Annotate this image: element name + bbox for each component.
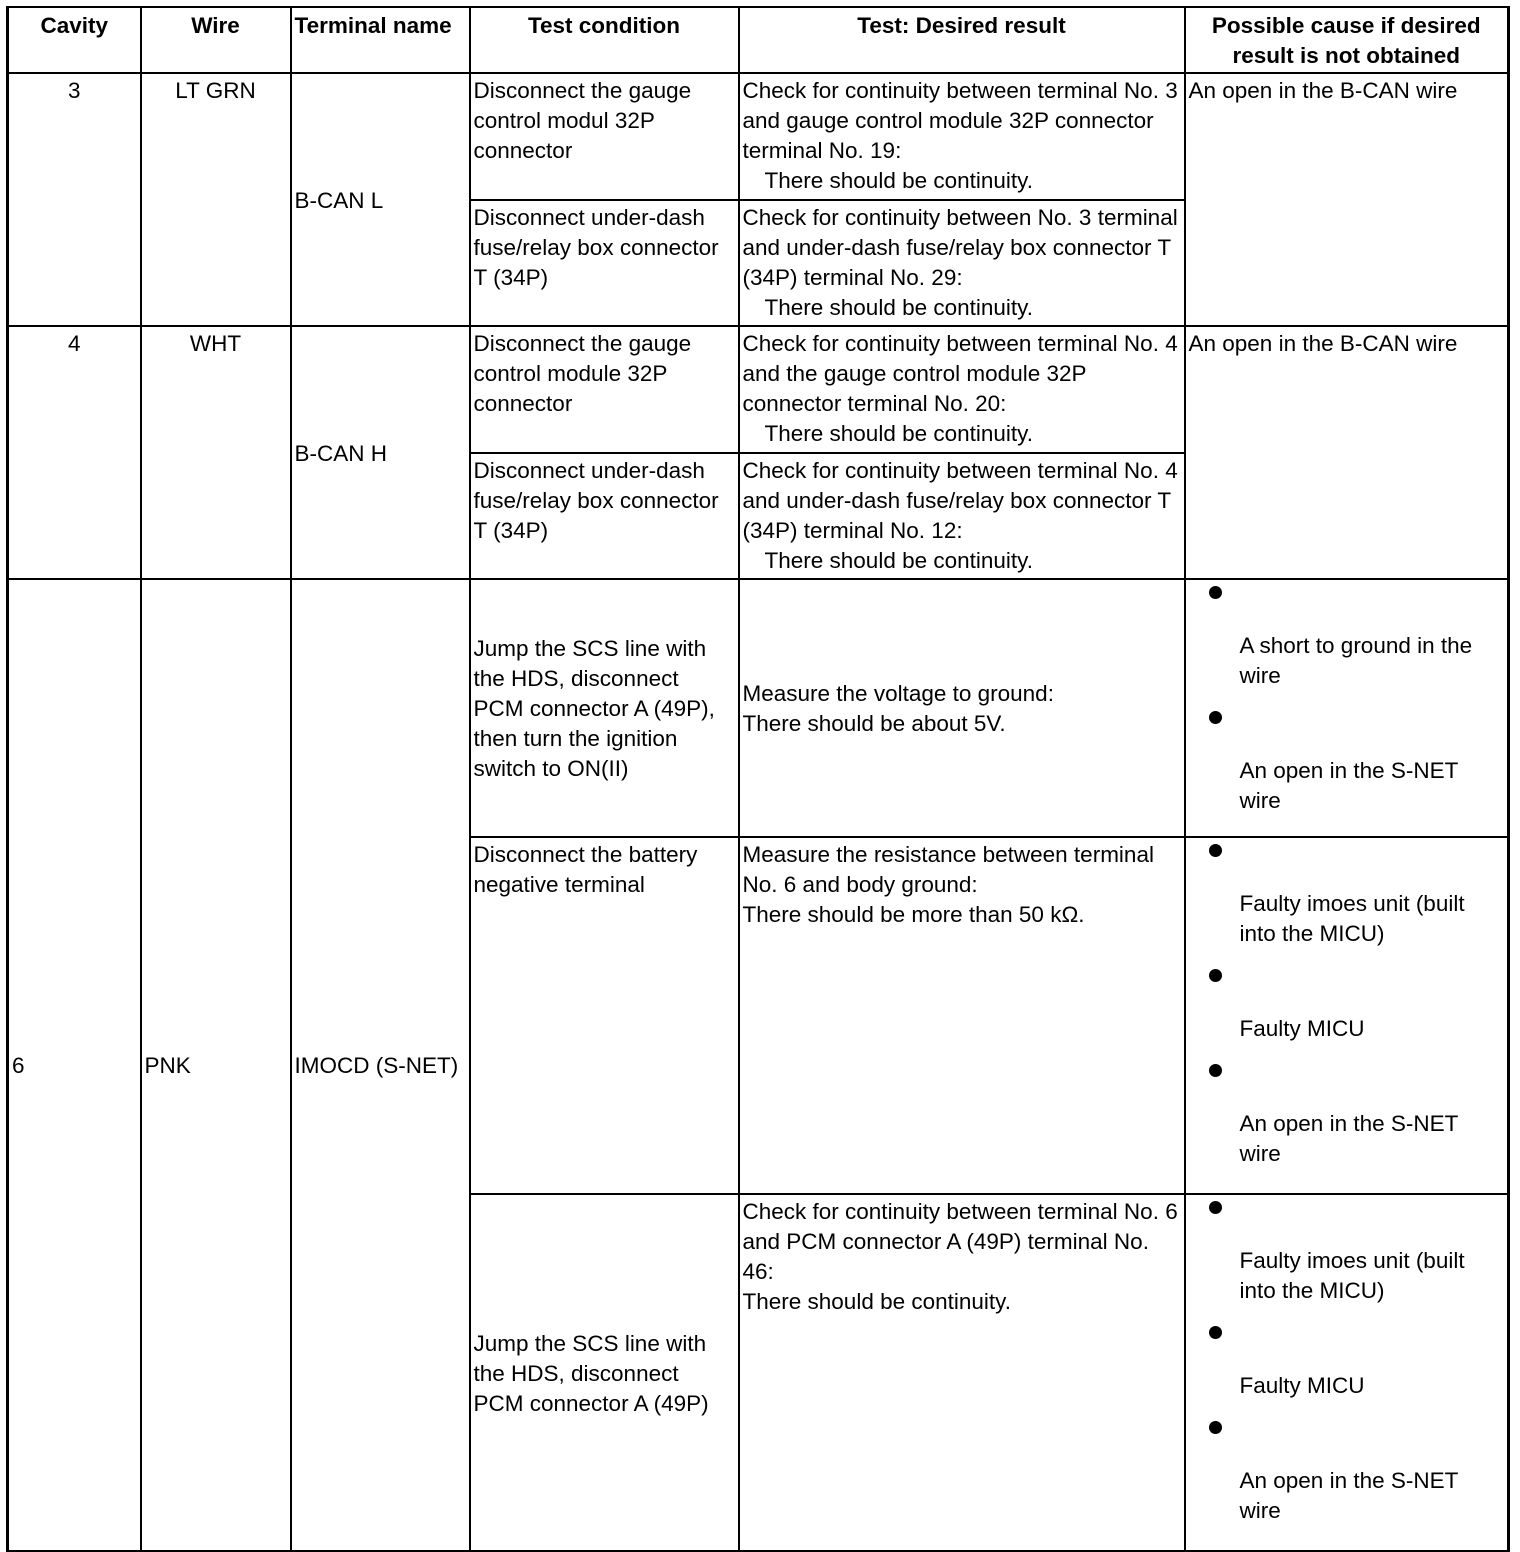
header-terminal-name: Terminal name	[291, 7, 470, 73]
bullet-icon	[1209, 969, 1222, 982]
wire-cell: PNK	[141, 579, 291, 1551]
header-possible-cause: Possible cause if desired result is not obtained	[1185, 7, 1509, 73]
cause-text: A short to ground in the wire	[1239, 633, 1473, 688]
cause-text: An open in the S-NET wire	[1239, 1468, 1458, 1523]
possible-cause-cell	[1185, 837, 1509, 1194]
cavity-cell: 3	[8, 73, 141, 326]
cause-item	[1189, 969, 1505, 1044]
desired-result-detail: There should be more than 50 kΩ.	[742, 902, 1085, 927]
bullet-icon	[1209, 711, 1222, 724]
desired-result-text: Check for continuity between terminal No. 4 and the gauge control module 32P connector terminal No. 20:	[742, 331, 1178, 416]
possible-cause-cell	[1185, 1194, 1509, 1551]
cause-text: Faulty imoes unit (built into the MICU)	[1239, 891, 1465, 946]
test-condition-text: Jump the SCS line with the HDS, disconnect PCM connector A (49P)	[473, 1330, 709, 1416]
test-condition-text: Disconnect the battery negative terminal	[473, 842, 698, 897]
cause-text: An open in the S-NET wire	[1239, 758, 1458, 813]
cause-item	[1189, 1421, 1505, 1526]
cause-text: An open in the S-NET wire	[1239, 1111, 1458, 1166]
desired-result-text: Check for continuity between No. 3 terminal and under-dash fuse/relay box connector T (34P) terminal No. 29:	[742, 205, 1178, 290]
possible-cause-cell: An open in the B-CAN wire	[1185, 73, 1509, 326]
terminal-cell: IMOCD (S-NET)	[291, 579, 470, 1551]
table-row	[8, 326, 1509, 453]
test-condition-cell	[470, 579, 739, 837]
cavity-cell: 4	[8, 326, 141, 579]
header-row	[8, 7, 1509, 73]
cause-item	[1189, 1201, 1505, 1306]
header-cavity: Cavity	[8, 7, 141, 73]
desired-result-detail: There should be continuity.	[764, 295, 1033, 320]
header-test-condition: Test condition	[470, 7, 739, 73]
wire-cell: LT GRN	[141, 73, 291, 326]
bullet-icon	[1209, 1201, 1222, 1214]
desired-result-cell	[739, 200, 1185, 326]
desired-result-detail: There should be continuity.	[764, 168, 1033, 193]
cause-item	[1189, 844, 1505, 949]
terminal-cell: B-CAN L	[291, 73, 470, 326]
cause-text: Faulty imoes unit (built into the MICU)	[1239, 1248, 1465, 1303]
cause-item	[1189, 1064, 1505, 1169]
test-condition-cell	[470, 73, 739, 200]
test-condition-text: Disconnect under-dash fuse/relay box connector T (34P)	[473, 458, 719, 543]
test-condition-text: Disconnect the gauge control modul 32P connector	[473, 78, 692, 163]
desired-result-cell	[739, 1194, 1185, 1551]
terminal-test-table	[6, 6, 1510, 1552]
wire-cell: WHT	[141, 326, 291, 579]
bullet-icon	[1209, 1064, 1222, 1077]
desired-result-cell	[739, 837, 1185, 1194]
table-row	[8, 579, 1509, 837]
table-row	[8, 73, 1509, 200]
cause-item	[1189, 711, 1505, 816]
test-condition-cell	[470, 837, 739, 1194]
test-condition-cell	[470, 326, 739, 453]
possible-cause-cell	[1185, 579, 1509, 837]
cause-text: Faulty MICU	[1239, 1016, 1365, 1041]
desired-result-text: Check for continuity between terminal No. 4 and under-dash fuse/relay box connector T (34P) terminal No. 12:	[742, 458, 1178, 543]
header-wire: Wire	[141, 7, 291, 73]
test-condition-cell	[470, 1194, 739, 1551]
desired-result-text: Measure the voltage to ground:	[742, 681, 1054, 706]
desired-result-cell	[739, 579, 1185, 837]
header-desired-result: Test: Desired result	[739, 7, 1185, 73]
cause-item	[1189, 586, 1505, 691]
desired-result-text: Check for continuity between terminal No. 3 and gauge control module 32P connector terminal No. 19:	[742, 78, 1178, 163]
test-condition-text: Jump the SCS line with the HDS, disconnect PCM connector A (49P), then turn the ignition switch to ON(II)	[473, 636, 715, 781]
desired-result-detail: There should be continuity.	[742, 1289, 1011, 1314]
test-condition-cell	[470, 453, 739, 579]
test-condition-text: Disconnect the gauge control module 32P connector	[473, 331, 692, 416]
cause-item	[1189, 1326, 1505, 1401]
cause-text: Faulty MICU	[1239, 1373, 1365, 1398]
possible-cause-cell: An open in the B-CAN wire	[1185, 326, 1509, 579]
desired-result-cell	[739, 326, 1185, 453]
desired-result-detail: There should be about 5V.	[742, 711, 1006, 736]
desired-result-detail: There should be continuity.	[764, 421, 1033, 446]
test-condition-cell	[470, 200, 739, 326]
desired-result-text: Measure the resistance between terminal No. 6 and body ground:	[742, 842, 1154, 897]
bullet-icon	[1209, 586, 1222, 599]
terminal-cell: B-CAN H	[291, 326, 470, 579]
cavity-cell: 6	[8, 579, 141, 1551]
bullet-icon	[1209, 1326, 1222, 1339]
bullet-icon	[1209, 1421, 1222, 1434]
desired-result-detail: There should be continuity.	[764, 548, 1033, 573]
test-condition-text: Disconnect under-dash fuse/relay box connector T (34P)	[473, 205, 719, 290]
desired-result-cell	[739, 453, 1185, 579]
bullet-icon	[1209, 844, 1222, 857]
desired-result-text: Check for continuity between terminal No. 6 and PCM connector A (49P) terminal No. 46:	[742, 1199, 1178, 1284]
desired-result-cell	[739, 73, 1185, 200]
